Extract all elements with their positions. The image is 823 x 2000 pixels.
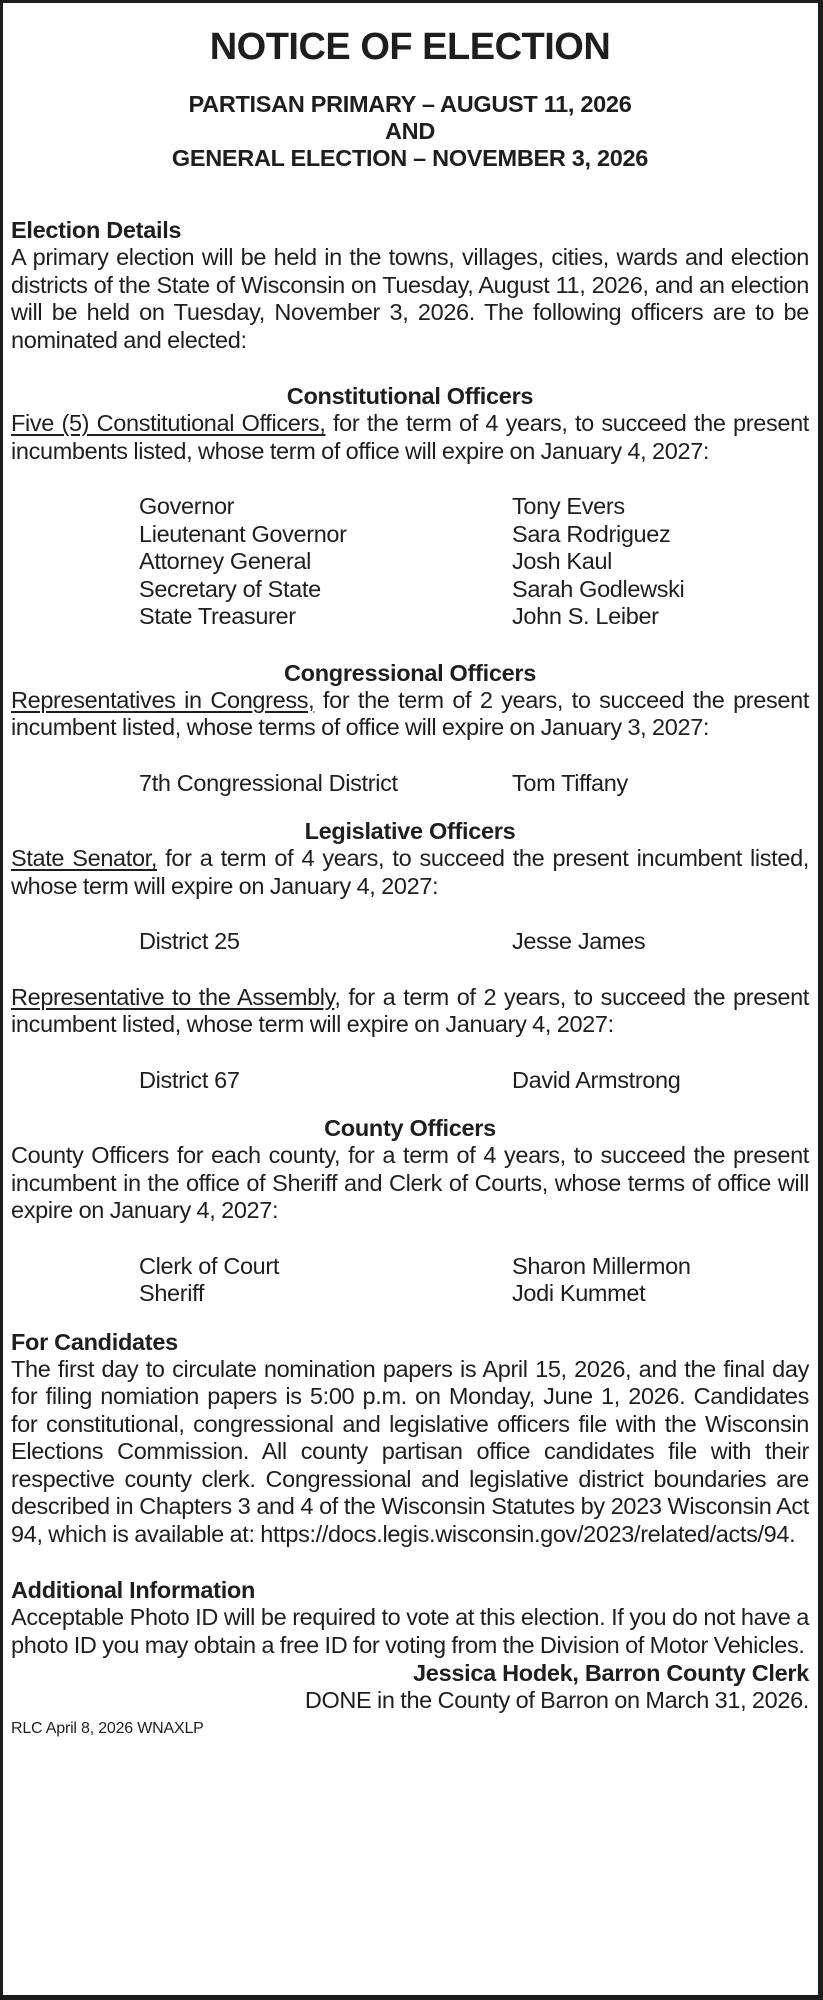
incumbent-name: Sharon Millermon [512, 1252, 691, 1279]
incumbent-name: John S. Leiber [512, 603, 659, 629]
office-row [139, 493, 809, 521]
and-line: AND [384, 118, 435, 144]
office-row [139, 770, 809, 798]
assembly-text [11, 984, 809, 1039]
congressional-lead: Representatives in Congress, [11, 686, 315, 713]
incumbent-name: Sarah Godlewski [512, 575, 685, 602]
legislative-heading: Legislative Officers [304, 818, 516, 844]
incumbent-name: Tom Tiffany [512, 769, 628, 796]
office-row [139, 603, 809, 631]
publication-note: RLC April 8, 2026 WNAXLP [11, 1719, 204, 1737]
incumbent-name: Jesse James [512, 928, 646, 954]
office-name: Lieutenant Governor [139, 520, 347, 547]
senator-office-list [139, 928, 809, 956]
county-office-list [139, 1253, 809, 1308]
office-row [139, 521, 809, 549]
candidates-heading: For Candidates [11, 1328, 178, 1355]
legislative-section [11, 817, 809, 1094]
notice-title: NOTICE OF ELECTION [209, 26, 611, 68]
congressional-body: for the term of 2 years, to succeed the present incumbent listed, whose terms of office will expire on January 3, 2027: [11, 686, 809, 740]
constitutional-body: for the term of 4 years, to succeed the present incumbents listed, whose term of office will expire on January 4, 2027: [11, 410, 809, 464]
office-row [139, 1253, 809, 1281]
incumbent-name: Jodi Kummet [512, 1280, 646, 1306]
clerk-signature: Jessica Hodek, Barron County Clerk [413, 1660, 809, 1686]
incumbent-name: Sara Rodriguez [512, 520, 671, 547]
incumbent-name: Tony Evers [512, 493, 625, 519]
office-row [139, 1067, 809, 1095]
primary-date-line: PARTISAN PRIMARY – AUGUST 11, 2026 [188, 91, 632, 117]
office-name: Governor [139, 493, 235, 519]
constitutional-section [11, 382, 809, 631]
office-row [139, 548, 809, 576]
office-name: State Treasurer [139, 603, 296, 629]
general-date-line: GENERAL ELECTION – NOVEMBER 3, 2026 [171, 145, 649, 171]
assembly-lead: Representative to the Assembly [11, 983, 335, 1010]
congressional-office-list [139, 770, 809, 798]
office-name: District 67 [139, 1066, 240, 1093]
county-heading: County Officers [324, 1115, 496, 1141]
assembly-office-list [139, 1067, 809, 1095]
county-text: County Officers for each county, for a term of 4 years, to succeed the present incumbent in the office of Sheriff and Clerk of Courts, whose terms of office will expire on January 4, 2027: [11, 1142, 809, 1223]
senator-text [11, 845, 809, 900]
office-row [139, 928, 809, 956]
senator-lead: State Senator, [11, 845, 158, 871]
office-row [139, 576, 809, 604]
office-name: District 25 [139, 928, 240, 954]
senator-body: for a term of 4 years, to succeed the present incumbent listed, whose term will expire on January 4, 2027: [11, 845, 809, 899]
election-details-text: A primary election will be held in the towns, villages, cities, wards and election districts of the State of Wisconsin on Tuesday, August 11, 2026, and an election will be held on Tuesday, November 3, 2026. The following officers are to be nominated and elected: [11, 244, 809, 353]
candidates-section [11, 1328, 809, 1549]
office-name: 7th Congressional District [139, 769, 398, 796]
done-line: DONE in the County of Barron on March 31, 2026. [304, 1687, 809, 1713]
congressional-heading: Congressional Officers [284, 659, 536, 686]
incumbent-name: David Armstrong [512, 1066, 681, 1093]
additional-heading: Additional Information [11, 1577, 256, 1603]
county-section [11, 1114, 809, 1308]
congressional-section [11, 659, 809, 798]
election-details-section [11, 216, 809, 354]
additional-section [11, 1576, 809, 1659]
notice-subtitle [11, 91, 809, 172]
office-name: Attorney General [139, 548, 312, 574]
office-name: Sheriff [139, 1280, 205, 1306]
constitutional-text [11, 410, 809, 465]
office-row [139, 1280, 809, 1308]
constitutional-office-list [139, 493, 809, 631]
election-details-heading: Election Details [11, 217, 182, 243]
constitutional-heading: Constitutional Officers [286, 383, 534, 409]
candidates-text: The first day to circulate nomination papers is April 15, 2026, and the final day for filing nomiation papers is 5:00 p.m. on Monday, June 1, 2026. Candidates for constitutional, congressional and legislative officers file with the Wisconsin Elections Commission. All county partisan office candidates file with their respective county clerk. Congressional and legislative district boundaries are described in Chapters 3 and 4 of the Wisconsin Statutes by 2023 Wisconsin Act 94, which is available at: https://docs.legis.wisconsin.gov/2023/related/acts/94. [11, 1355, 809, 1547]
congressional-text [11, 687, 809, 742]
incumbent-name: Josh Kaul [512, 548, 613, 574]
additional-text: Acceptable Photo ID will be required to vote at this election. If you do not have a photo ID you may obtain a free ID for voting from the Division of Motor Vehicles. [11, 1604, 809, 1658]
office-name: Clerk of Court [139, 1252, 280, 1279]
assembly-body: , for a term of 2 years, to succeed the present incumbent listed, whose term will expire on January 4, 2027: [11, 983, 809, 1037]
office-name: Secretary of State [139, 575, 321, 602]
constitutional-lead: Five (5) Constitutional Officers, [11, 410, 326, 436]
